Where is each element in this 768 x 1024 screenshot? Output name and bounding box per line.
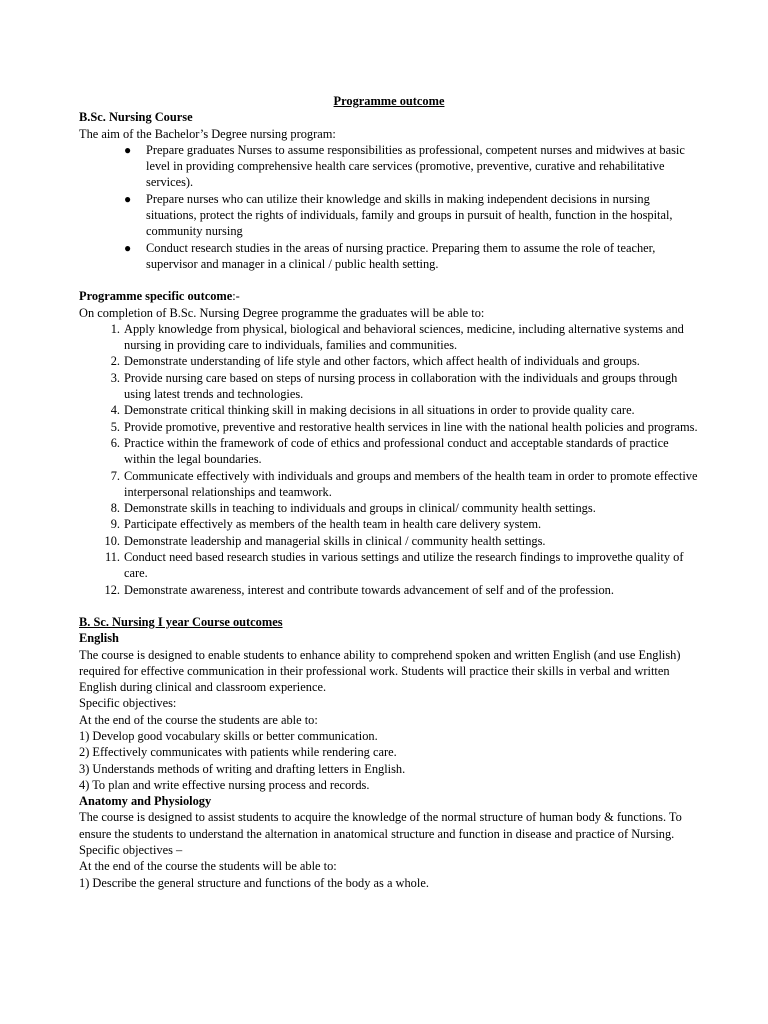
- list-item: [79, 142, 699, 191]
- item-text: Provide nursing care based on steps of nursing process in collaboration with the individuals and groups through using latest trends and technologies.: [124, 370, 678, 402]
- anatomy-specific-objectives: Specific objectives –: [79, 843, 183, 858]
- item-number: 12.: [104, 582, 120, 597]
- pso-intro: On completion of B.Sc. Nursing Degree programme the graduates will be able to:: [79, 305, 485, 320]
- list-item: [79, 353, 699, 369]
- item-text: Demonstrate leadership and managerial skills in clinical / community health settings.: [124, 533, 546, 548]
- list-item: [79, 533, 699, 549]
- english-heading: English: [79, 631, 119, 646]
- item-text: Demonstrate awareness, interest and contribute towards advancement of self and of the profession.: [124, 582, 614, 597]
- english-description: The course is designed to enable students to enhance ability to comprehend spoken and written English (and use English) required for effective communication in their professional work. Students will practice their skills in verbal and written English during clinical and classroom experience.: [79, 647, 681, 695]
- item-number: 9.: [110, 517, 120, 532]
- item-text: Provide promotive, preventive and restorative health services in line with the national health policies and programs.: [124, 419, 698, 434]
- list-item: [79, 516, 699, 532]
- list-item: [79, 500, 699, 516]
- item-text: Participate effectively as members of the health team in health care delivery system.: [124, 517, 542, 532]
- anatomy-end-of-course: At the end of the course the students will be able to:: [79, 859, 337, 874]
- item-text: Apply knowledge from physical, biological and behavioral sciences, medicine, including alternative systems and nursing in providing care to individuals, families and communities.: [124, 321, 684, 353]
- course-aims-list: [79, 142, 699, 272]
- list-item: [79, 435, 699, 468]
- bullet-icon: ●: [124, 240, 132, 255]
- aim-text: Prepare graduates Nurses to assume responsibilities as professional, competent nurses and midwives at basic level in providing comprehensive health care services (promotive, preventive, curative and rehabilitative services).: [146, 142, 685, 190]
- item-number: 2.: [110, 354, 120, 369]
- list-item: [79, 582, 699, 598]
- english-objective: 2) Effectively communicates with patients while rendering care.: [79, 745, 397, 760]
- pso-heading: Programme specific outcome: [79, 289, 233, 304]
- item-number: 3.: [110, 370, 120, 385]
- pso-list: [79, 321, 699, 598]
- item-text: Communicate effectively with individuals and groups and members of the health team in order to promote effective interpersonal relationships and teamwork.: [124, 468, 698, 499]
- item-number: 6.: [110, 435, 120, 450]
- pso-heading-suffix: :-: [232, 289, 240, 304]
- aim-text: Conduct research studies in the areas of nursing practice. Preparing them to assume the role of teacher, supervisor and manager in a clinical / public health setting.: [146, 240, 656, 271]
- item-text: Demonstrate critical thinking skill in making decisions in all situations in order to provide quality care.: [124, 403, 635, 418]
- list-item: [79, 468, 699, 501]
- item-number: 8.: [110, 501, 120, 516]
- anatomy-description: The course is designed to assist students to acquire the knowledge of the normal structure of human body & functions. To ensure the students to understand the alternation in anatomical structure and function in disease and practice of Nursing.: [79, 810, 682, 841]
- page-title: Programme outcome: [333, 94, 445, 108]
- item-number: 5.: [110, 419, 120, 434]
- course-heading: B.Sc. Nursing Course: [79, 110, 193, 125]
- item-number: 10.: [104, 533, 120, 548]
- aim-text: Prepare nurses who can utilize their knowledge and skills in making independent decisions in nursing situations, protect the rights of individuals, family and groups in pursuit of health, function in the hospital, community nursing: [146, 191, 673, 239]
- list-item: [79, 191, 699, 240]
- bullet-icon: ●: [124, 142, 132, 157]
- english-objective: 4) To plan and write effective nursing process and records.: [79, 777, 370, 792]
- list-item: [79, 402, 699, 418]
- english-end-of-course: At the end of the course the students are able to:: [79, 712, 318, 727]
- list-item: [79, 370, 699, 403]
- item-text: Conduct need based research studies in various settings and utilize the research findings to improvethe quality of care.: [124, 550, 684, 581]
- list-item: [79, 240, 699, 273]
- pso-heading-line: [79, 288, 699, 304]
- anatomy-heading: Anatomy and Physiology: [79, 794, 212, 809]
- document-content: [79, 93, 699, 891]
- item-number: 7.: [110, 468, 120, 483]
- item-text: Practice within the framework of code of ethics and professional conduct and acceptable standards of practice within the legal boundaries.: [124, 435, 669, 467]
- english-objective: 1) Develop good vocabulary skills or better communication.: [79, 728, 378, 743]
- year1-heading: B. Sc. Nursing I year Course outcomes: [79, 614, 283, 629]
- list-item: [79, 321, 699, 354]
- list-item: [79, 549, 699, 582]
- course-intro: The aim of the Bachelor’s Degree nursing program:: [79, 126, 336, 141]
- item-number: 4.: [110, 403, 120, 418]
- item-text: Demonstrate skills in teaching to individuals and groups in clinical/ community health settings.: [124, 501, 596, 516]
- item-text: Demonstrate understanding of life style and other factors, which affect health of individuals and groups.: [124, 354, 640, 369]
- item-number: 11.: [104, 550, 120, 565]
- english-objective: 3) Understands methods of writing and drafting letters in English.: [79, 761, 406, 776]
- english-specific-objectives: Specific objectives:: [79, 696, 177, 711]
- anatomy-objective: 1) Describe the general structure and functions of the body as a whole.: [79, 875, 429, 890]
- list-item: [79, 419, 699, 435]
- item-number: 1.: [110, 321, 120, 336]
- bullet-icon: ●: [124, 191, 132, 206]
